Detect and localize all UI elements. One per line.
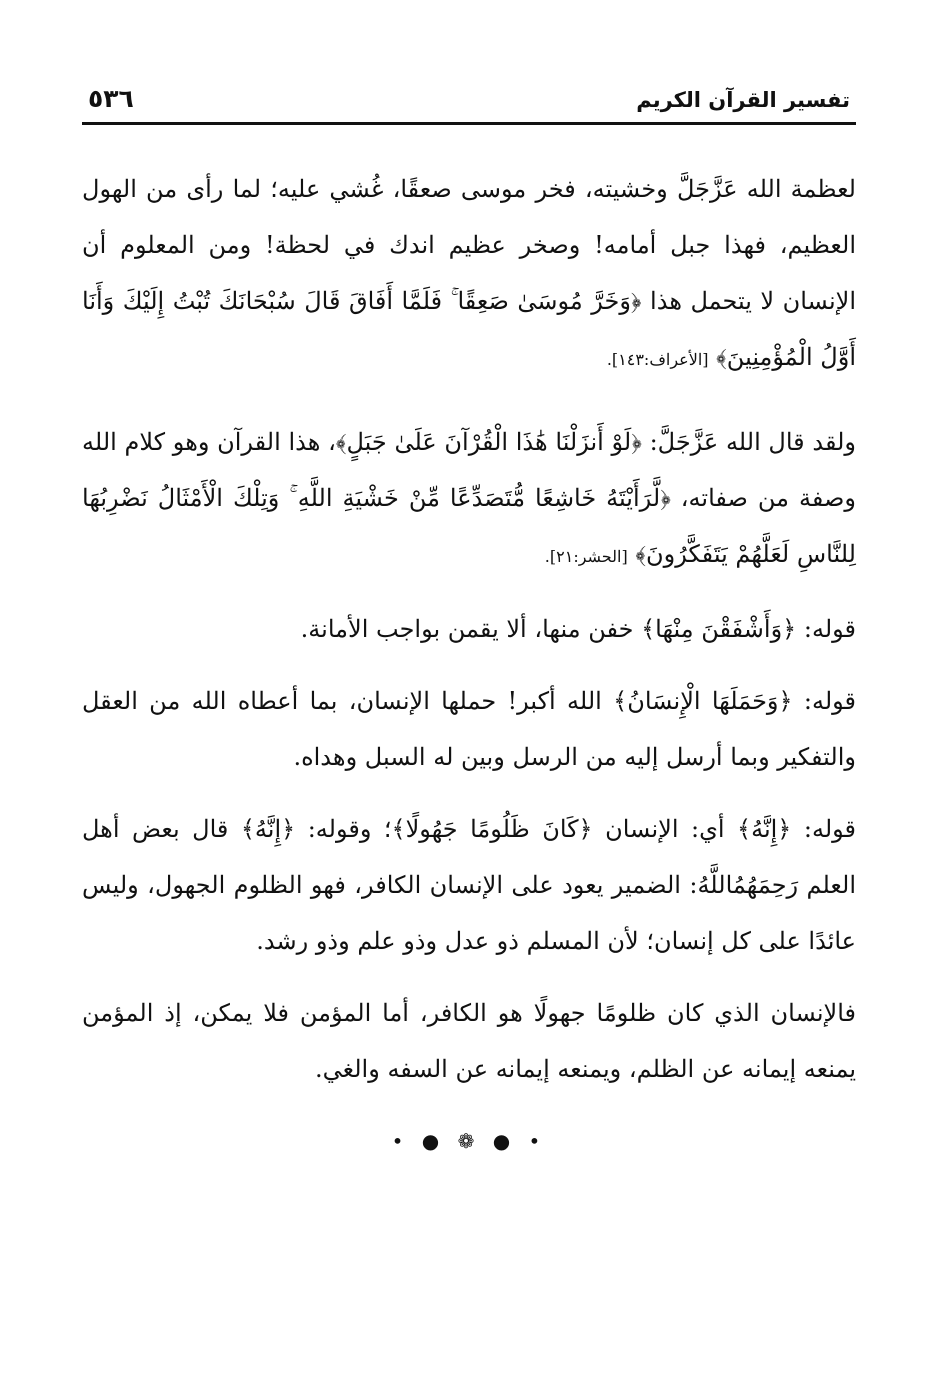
quran-verse: ﴿كَانَ ظَلُومًا جَهُولًا﴾ — [391, 815, 593, 843]
paragraph-3 — [82, 601, 856, 657]
quran-verse: ﴿وَحَمَلَهَا الْإِنسَانُ﴾ — [613, 687, 793, 715]
paragraph-2 — [82, 414, 856, 585]
quran-verse: ﴿لَوْ أَنزَلْنَا هَٰذَا الْقُرْآنَ عَلَىٰ جَبَلٍ﴾ — [335, 428, 642, 456]
paragraph-text: أي: الإنسان — [592, 815, 738, 843]
document-page — [82, 82, 856, 1162]
paragraph-text: خفن منها، ألا يقمن بواجب الأمانة. — [300, 615, 642, 643]
section-end-ornament: • ● ❁ ● • — [391, 1129, 547, 1153]
paragraph-text: لعظمة الله عَزَّجَلَّ وخشيته، فخر موسى صعقًا، غُشي عليه؛ لما رأى من الهول العظيم، فهذا جبل أمامه! وصخر عظيم اندك في لحظة! ومن المعلوم أن الإنسان لا يتحمل هذا — [82, 175, 856, 315]
running-header — [82, 82, 856, 125]
paragraph-text: ، هذا القرآن وهو كلام الله وصفة من صفاته، — [82, 428, 856, 512]
paragraph-text: قوله: — [792, 687, 857, 715]
paragraph-text: الله أكبر! حملها الإنسان، بما أعطاه الله من العقل والتفكير وبما أرسل إليه من الرسل وبين له السبل وهداه. — [82, 687, 856, 771]
paragraph-5 — [82, 801, 856, 969]
quran-verse: ﴿وَأَشْفَقْنَ مِنْهَا﴾ — [641, 615, 797, 643]
paragraph-text: فالإنسان الذي كان ظلومًا جهولًا هو الكافر، أما المؤمن فلا يمكن، إذ المؤمن يمنعه إيمانه عن الظلم، ويمنعه إيمانه عن السفه والغي. — [82, 999, 856, 1083]
quran-verse: ﴿لَّرَأَيْتَهُ خَاشِعًا مُّتَصَدِّعًا مِّنْ خَشْيَةِ اللَّهِ ۚ وَتِلْكَ الْأَمْثَالُ نَضْرِبُهَا لِلنَّاسِ لَعَلَّهُمْ يَتَفَكَّرُونَ﴾ — [82, 484, 856, 568]
paragraph-text: قوله: — [791, 815, 857, 843]
paragraph-text: ؛ وقوله: — [295, 815, 392, 843]
paragraph-4 — [82, 673, 856, 785]
paragraph-text: قوله: — [796, 615, 856, 643]
paragraph-text: قال بعض أهل العلم رَحِمَهُمُاللَّهُ: الضمير يعود على الإنسان الكافر، فهو الظلوم الجهول، وليس عائدًا على كل إنسان؛ لأن المسلم ذو عدل وذو علم وذو رشد. — [82, 815, 856, 955]
paragraph-1 — [82, 161, 856, 388]
quran-verse: ﴿إِنَّهُ﴾ — [737, 815, 792, 843]
quran-verse: ﴿إِنَّهُ﴾ — [240, 815, 296, 843]
page-number: ٥٣٦ — [88, 84, 134, 113]
paragraph-text: ولقد قال الله عَزَّجَلَّ: — [641, 428, 856, 456]
verse-reference: [الحشر:٢١]. — [544, 547, 628, 566]
page-body — [82, 161, 856, 1169]
verse-reference: [الأعراف:١٤٣]. — [606, 350, 709, 369]
book-title: تفسير القرآن الكريم — [636, 88, 850, 112]
paragraph-6 — [82, 985, 856, 1097]
quran-verse: ﴿وَخَرَّ مُوسَىٰ صَعِقًا ۚ فَلَمَّا أَفَاقَ قَالَ سُبْحَانَكَ تُبْتُ إِلَيْكَ وَأَنَا أَوَّلُ الْمُؤْمِنِينَ﴾ — [82, 287, 856, 371]
